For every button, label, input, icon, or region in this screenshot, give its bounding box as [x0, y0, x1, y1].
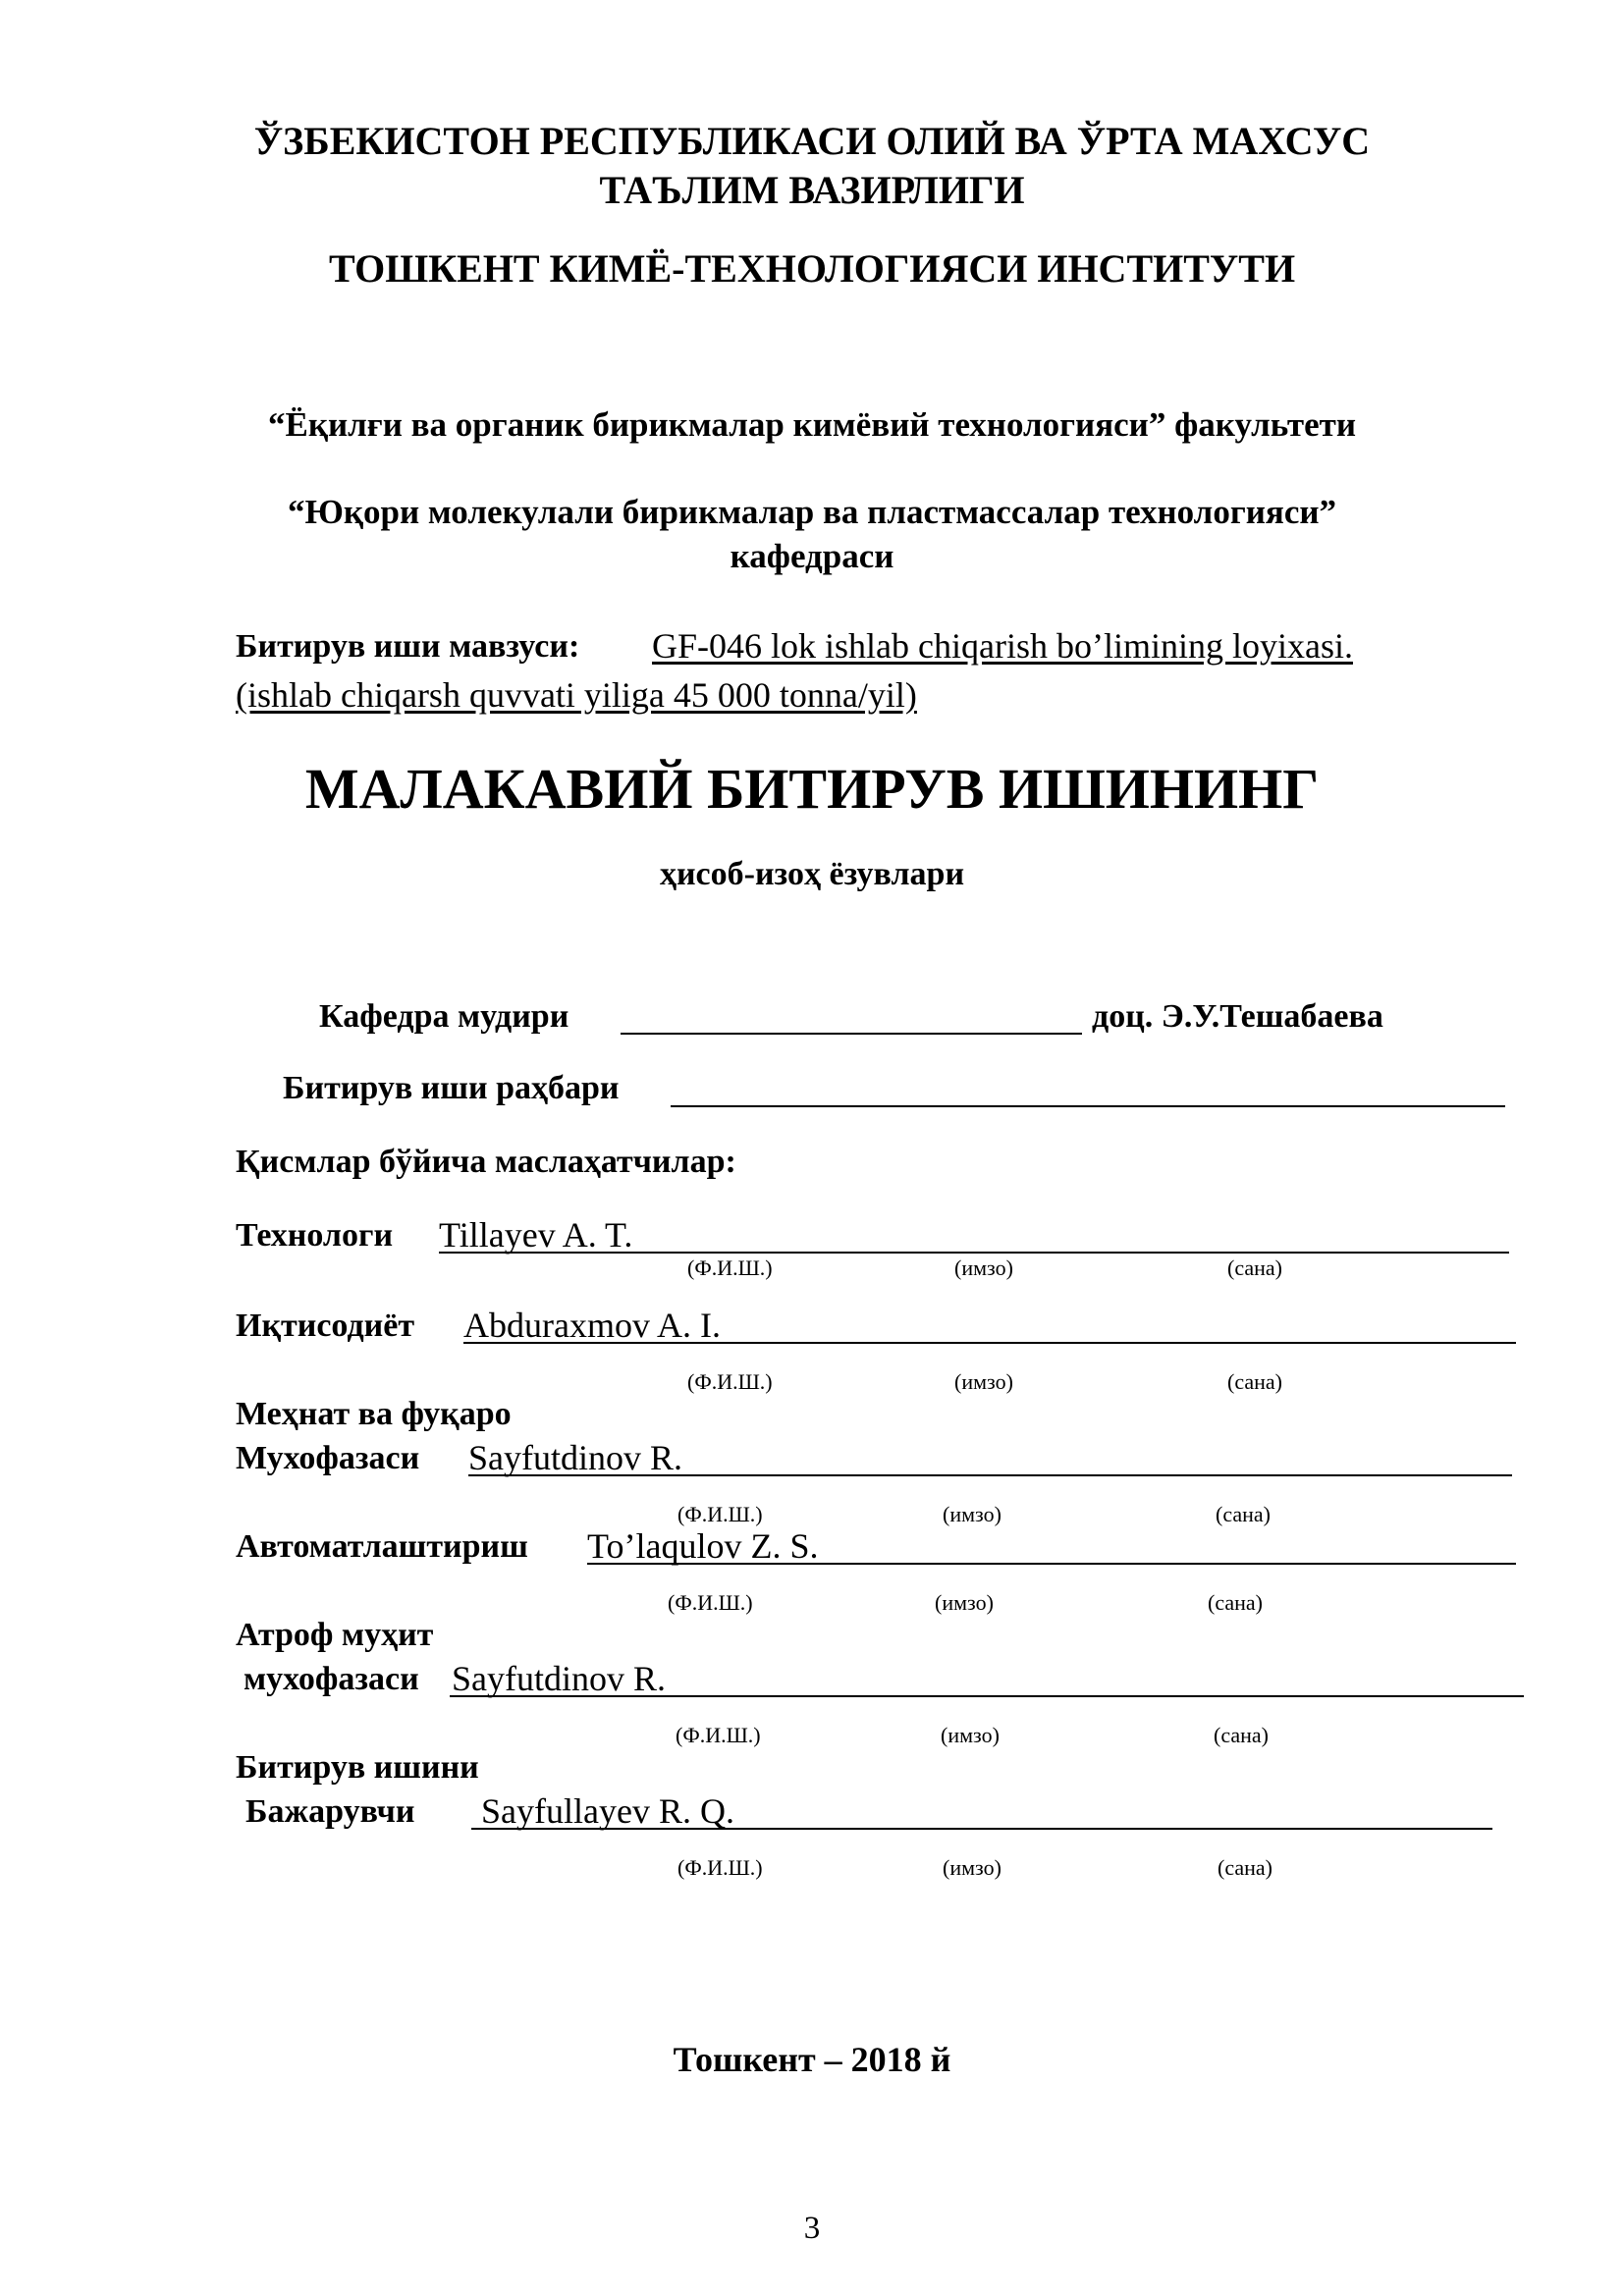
caption-signature: (имзо) — [954, 1255, 1013, 1280]
consultants-heading: Қисмлар бўйича маслаҳатчилар: — [236, 1144, 736, 1180]
consultant-line — [471, 1828, 1492, 1830]
caption-date: (сана) — [1227, 1255, 1282, 1280]
subtitle: ҳисоб-изоҳ ёзувлари — [659, 856, 965, 892]
caption-fio: (Ф.И.Ш.) — [668, 1590, 753, 1615]
consultant-name: Sayfullayev R. Q. — [481, 1791, 734, 1831]
consultant-label-line-2: мухофазаси — [244, 1661, 419, 1697]
consultant-label-line-2: Бажарувчи — [245, 1793, 415, 1830]
caption-fio: (Ф.И.Ш.) — [677, 1855, 763, 1880]
topic-line-2: (ishlab chiqarsh quvvati yiliga 45 000 tonna/yil) — [236, 675, 917, 715]
consultant-label-line-2: Мухофазаси — [236, 1440, 420, 1476]
topic-label: Битирув иши мавзуси: — [236, 628, 580, 665]
consultant-line — [468, 1474, 1512, 1476]
ministry-line-2: ТАЪЛИМ ВАЗИРЛИГИ — [599, 168, 1025, 212]
caption-fio: (Ф.И.Ш.) — [687, 1255, 773, 1280]
consultant-label-line-1: Меҳнат ва фуқаро — [236, 1396, 512, 1432]
caption-signature: (имзо) — [935, 1590, 994, 1615]
consultant-line — [450, 1695, 1524, 1697]
page-number: 3 — [803, 2211, 821, 2246]
head-of-department-name: доц. Э.У.Тешабаева — [1092, 998, 1383, 1035]
caption-date: (сана) — [1214, 1723, 1269, 1747]
consultant-name: Sayfutdinov R. — [452, 1659, 667, 1698]
consultant-label-line-1: Битирув ишини — [236, 1749, 479, 1786]
department-line-2: кафедраси — [730, 537, 894, 575]
faculty-name: “Ёқилғи ва органик бирикмалар кимёвий технологияси” факультети — [267, 405, 1357, 444]
consultant-label: Автоматлаштириш — [236, 1528, 528, 1565]
head-of-department-signature-line — [621, 1033, 1082, 1035]
supervisor-signature-line — [671, 1105, 1505, 1107]
city-year: Тошкент – 2018 й — [673, 2040, 951, 2079]
institute-name: ТОШКЕНТ КИМЁ-ТЕХНОЛОГИЯСИ ИНСТИТУТИ — [328, 246, 1296, 291]
consultant-name: To’laqulov Z. S. — [587, 1526, 819, 1566]
consultant-name: Tillayev A. T. — [439, 1215, 633, 1255]
ministry-line-1: ЎЗБЕКИСТОН РЕСПУБЛИКАСИ ОЛИЙ ВА ЎРТА МАХСУС — [253, 119, 1371, 163]
consultant-name: Abduraxmov A. I. — [463, 1306, 721, 1345]
caption-signature: (имзо) — [941, 1723, 1000, 1747]
department-line-1: “Юқори молекулали бирикмалар ва пластмассалар технологияси” — [287, 493, 1337, 531]
caption-date: (сана) — [1216, 1502, 1271, 1526]
supervisor-label: Битирув иши раҳбари — [283, 1070, 620, 1106]
caption-date: (сана) — [1208, 1590, 1263, 1615]
head-of-department-label: Кафедра мудири — [319, 998, 569, 1035]
consultant-label: Иқтисодиёт — [236, 1308, 415, 1344]
consultant-name: Sayfutdinov R. — [468, 1438, 683, 1477]
caption-signature: (имзо) — [954, 1369, 1013, 1394]
caption-fio: (Ф.И.Ш.) — [687, 1369, 773, 1394]
caption-signature: (имзо) — [943, 1502, 1001, 1526]
consultant-line — [587, 1563, 1516, 1565]
consultant-label: Технологи — [236, 1217, 394, 1254]
caption-signature: (имзо) — [943, 1855, 1001, 1880]
caption-date: (сана) — [1218, 1855, 1272, 1880]
consultant-line — [463, 1342, 1516, 1344]
consultant-label-line-1: Атроф муҳит — [236, 1617, 434, 1653]
main-title: МАЛАКАВИЙ БИТИРУВ ИШИНИНГ — [304, 757, 1320, 821]
caption-fio: (Ф.И.Ш.) — [677, 1502, 763, 1526]
consultant-line — [439, 1252, 1509, 1254]
caption-date: (сана) — [1227, 1369, 1282, 1394]
caption-fio: (Ф.И.Ш.) — [676, 1723, 761, 1747]
topic-line-1: GF-046 lok ishlab chiqarish bo’limining loyixasi. — [652, 626, 1353, 666]
